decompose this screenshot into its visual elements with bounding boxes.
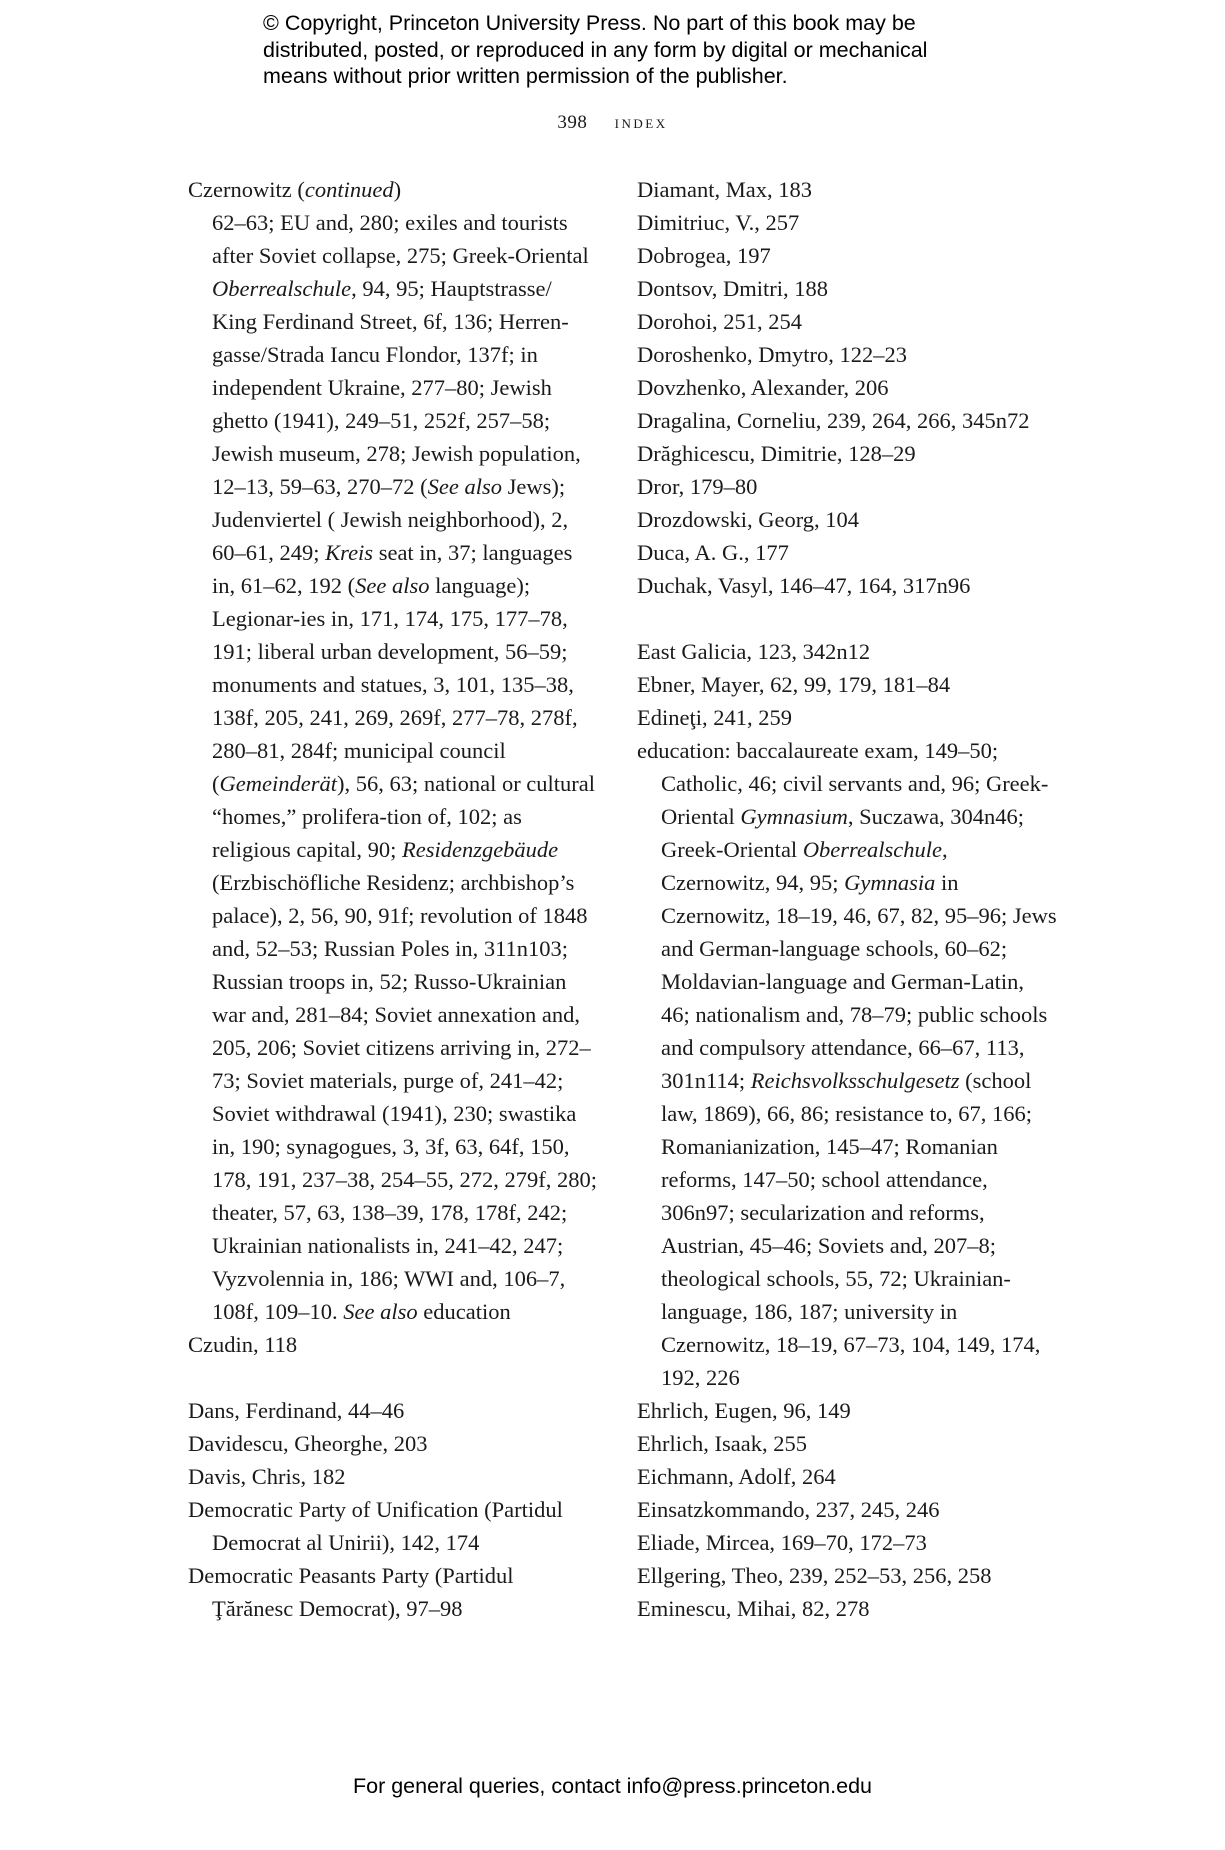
index-entry: Drozdowski, Georg, 104 bbox=[637, 507, 860, 532]
index-entry: Dror, 179–80 bbox=[637, 474, 758, 499]
index-entry: Einsatzkommando, 237, 245, 246 bbox=[637, 1497, 940, 1522]
italic-term: Residenzgebäude bbox=[401, 837, 559, 862]
entry-text: Catholic, 46; civil servants and, 96; Greek-Oriental bbox=[661, 771, 1049, 829]
section-title: index bbox=[614, 112, 668, 133]
index-entry: Davis, Chris, 182 bbox=[188, 1464, 346, 1489]
index-entry: Ehrlich, Isaak, 255 bbox=[637, 1431, 807, 1456]
index-entry: East Galicia, 123, 342n12 bbox=[637, 639, 871, 664]
index-entry: Ebner, Mayer, 62, 99, 179, 181–84 bbox=[637, 672, 951, 697]
entry-group bbox=[637, 1394, 1057, 1625]
index-column-right bbox=[637, 173, 1057, 1625]
index-entry: Edineţi, 241, 259 bbox=[637, 705, 792, 730]
index-entry: Eichmann, Adolf, 264 bbox=[637, 1464, 836, 1489]
entry-group bbox=[188, 1394, 600, 1625]
italic-term: Gymnasia bbox=[844, 870, 936, 895]
entry-text: (school law, 1869), 66, 86; resistance to, 67, 166; Romanianization, 145–47; Romanian reforms, 147–50; school attendance, 306n97; secularization and reforms, Austrian, 45–46; Soviets and, 207–8; theological schools, 55, 72; Ukrainian-language, 186, 187; university in Czernowitz, 18–19, 67–73, 104, 149, 174, 192, 226 bbox=[661, 1068, 1041, 1390]
index-entry: Democratic Peasants Party (Partidul Ţărănesc Democrat), 97–98 bbox=[188, 1563, 514, 1621]
entry-text: (Erzbischöfliche Residenz; archbishop’s palace), 2, 56, 90, 91f; revolution of 1848 and, 52–53; Russian Poles in, 311n103; Russian troops in, 52; Russo-Ukrainian war and, 281–84; Soviet annexation and, 205, 206; Soviet citizens arriving in, 272–73; Soviet materials, purge of, 241–42; Soviet withdrawal (1941), 230; swastika in, 190; synagogues, 3, 3f, 63, 64f, 150, 178, 191, 237–38, 254–55, 272, 279f, 280; theater, 57, 63, 138–39, 178, 178f, 242; Ukrainian nationalists in, 241–42, 247; Vyzvolennia in, 186; WWI and, 106–7, 108f, 109–10. bbox=[212, 870, 597, 1324]
index-entry: Dontsov, Dmitri, 188 bbox=[637, 276, 829, 301]
index-entry: Drăghicescu, Dimitrie, 128–29 bbox=[637, 441, 916, 466]
index-entry-czernowitz bbox=[188, 173, 600, 1328]
index-entry: Duca, A. G., 177 bbox=[637, 540, 789, 565]
entry-heading: education: baccalaureate exam, 149–50; bbox=[637, 738, 999, 763]
entry-text: , Suczawa, 304n46; Greek-Oriental bbox=[661, 804, 1025, 862]
entry-text: language); Legionar-ies in, 171, 174, 175, 177–78, 191; liberal urban development, 56–59; monuments and statues, 3, 101, 135–38, 138f, 205, 241, 269, 269f, 277–78, 278f, 280–81, 284f; municipal council ( bbox=[212, 573, 578, 796]
index-entry: Dorohoi, 251, 254 bbox=[637, 309, 802, 334]
entry-text: ), 56, 63; national or cultural “homes,” prolifera-tion of, 102; as religious capital, 90; bbox=[212, 771, 596, 862]
italic-term: See also bbox=[427, 474, 502, 499]
continued-label: continued bbox=[304, 177, 394, 202]
entry-heading bbox=[188, 173, 600, 206]
entry-text: seat in, 37; languages in, 61–62, 192 ( bbox=[212, 540, 573, 598]
index-entry: Ellgering, Theo, 239, 252–53, 256, 258 bbox=[637, 1563, 992, 1588]
footer-contact: For general queries, contact info@press.princeton.edu bbox=[352, 1774, 872, 1798]
letter-gap bbox=[637, 602, 1057, 635]
entry-text: in Czernowitz, 18–19, 46, 67, 82, 95–96; Jews and German-language schools, 60–62; Moldavian-language and German-Latin, 46; nationalism and, 78–79; public schools and compulsory attendance, 66–67, 113, 301n114; bbox=[661, 870, 1057, 1093]
entry-text: 62–63; EU and, 280; exiles and tourists after Soviet collapse, 275; Greek-Oriental bbox=[212, 210, 589, 268]
italic-term: Oberrealschule bbox=[802, 837, 942, 862]
italic-term: See also bbox=[343, 1299, 418, 1324]
index-entry: Davidescu, Gheorghe, 203 bbox=[188, 1431, 428, 1456]
index-entry: Diamant, Max, 183 bbox=[637, 177, 812, 202]
italic-term: Gymnasium bbox=[740, 804, 848, 829]
copyright-line: © Copyright, Princeton University Press. No part of this book may be bbox=[263, 11, 916, 35]
index-entry-education bbox=[637, 734, 1057, 1394]
index-entry: Dobrogea, 197 bbox=[637, 243, 771, 268]
index-column-left bbox=[188, 173, 600, 1625]
italic-term: Gemeinderät bbox=[219, 771, 337, 796]
copyright-line: means without prior written permission of the publisher. bbox=[263, 64, 788, 88]
letter-gap bbox=[188, 1361, 600, 1394]
entry-heading-text: Czernowitz ( bbox=[188, 177, 305, 202]
italic-term: Reichsvolksschulgesetz bbox=[750, 1068, 960, 1093]
page-number: 398 bbox=[557, 112, 588, 133]
entry-text: , Czernowitz, 94, 95; bbox=[661, 837, 948, 895]
entry-subentries bbox=[661, 767, 1057, 1394]
entry-text: , 94, 95; Hauptstrasse/ King Ferdinand Street, 6f, 136; Herren-gasse/Strada Iancu Flondor, 137f; in independent Ukraine, 277–80; Jewish ghetto (1941), 249–51, 252f, 257–58; Jewish museum, 278; Jewish population, 12–13, 59–63, 270–72 ( bbox=[212, 276, 581, 499]
index-entry: Dragalina, Corneliu, 239, 264, 266, 345n72 bbox=[637, 408, 1030, 433]
entry-subentries bbox=[188, 206, 600, 1328]
index-entry: Dovzhenko, Alexander, 206 bbox=[637, 375, 889, 400]
entry-text: education bbox=[417, 1299, 511, 1324]
index-entry: Eminescu, Mihai, 82, 278 bbox=[637, 1596, 870, 1621]
index-entry: Czudin, 118 bbox=[188, 1332, 298, 1357]
entry-heading-close: ) bbox=[393, 177, 402, 202]
entry-group bbox=[637, 635, 1057, 734]
index-entry: Duchak, Vasyl, 146–47, 164, 317n96 bbox=[637, 573, 971, 598]
running-head bbox=[0, 112, 1225, 134]
entry-text: Jews); Judenviertel ( Jewish neighborhood), 2, 60–61, 249; bbox=[212, 474, 569, 565]
italic-term: Oberrealschule bbox=[212, 276, 352, 301]
italic-term: Kreis bbox=[325, 540, 374, 565]
index-entry: Ehrlich, Eugen, 96, 149 bbox=[637, 1398, 851, 1423]
copyright-line: distributed, posted, or reproduced in any form by digital or mechanical bbox=[263, 37, 928, 62]
italic-term: See also bbox=[355, 573, 430, 598]
entry-group bbox=[188, 1328, 600, 1361]
copyright-notice bbox=[263, 10, 1023, 90]
index-entry: Eliade, Mircea, 169–70, 172–73 bbox=[637, 1530, 927, 1555]
index-entry: Dimitriuc, V., 257 bbox=[637, 210, 800, 235]
index-entry: Democratic Party of Unification (Partidul Democrat al Unirii), 142, 174 bbox=[188, 1497, 563, 1555]
index-entry: Doroshenko, Dmytro, 122–23 bbox=[637, 342, 907, 367]
entry-group bbox=[637, 173, 1057, 602]
index-entry: Dans, Ferdinand, 44–46 bbox=[188, 1398, 405, 1423]
